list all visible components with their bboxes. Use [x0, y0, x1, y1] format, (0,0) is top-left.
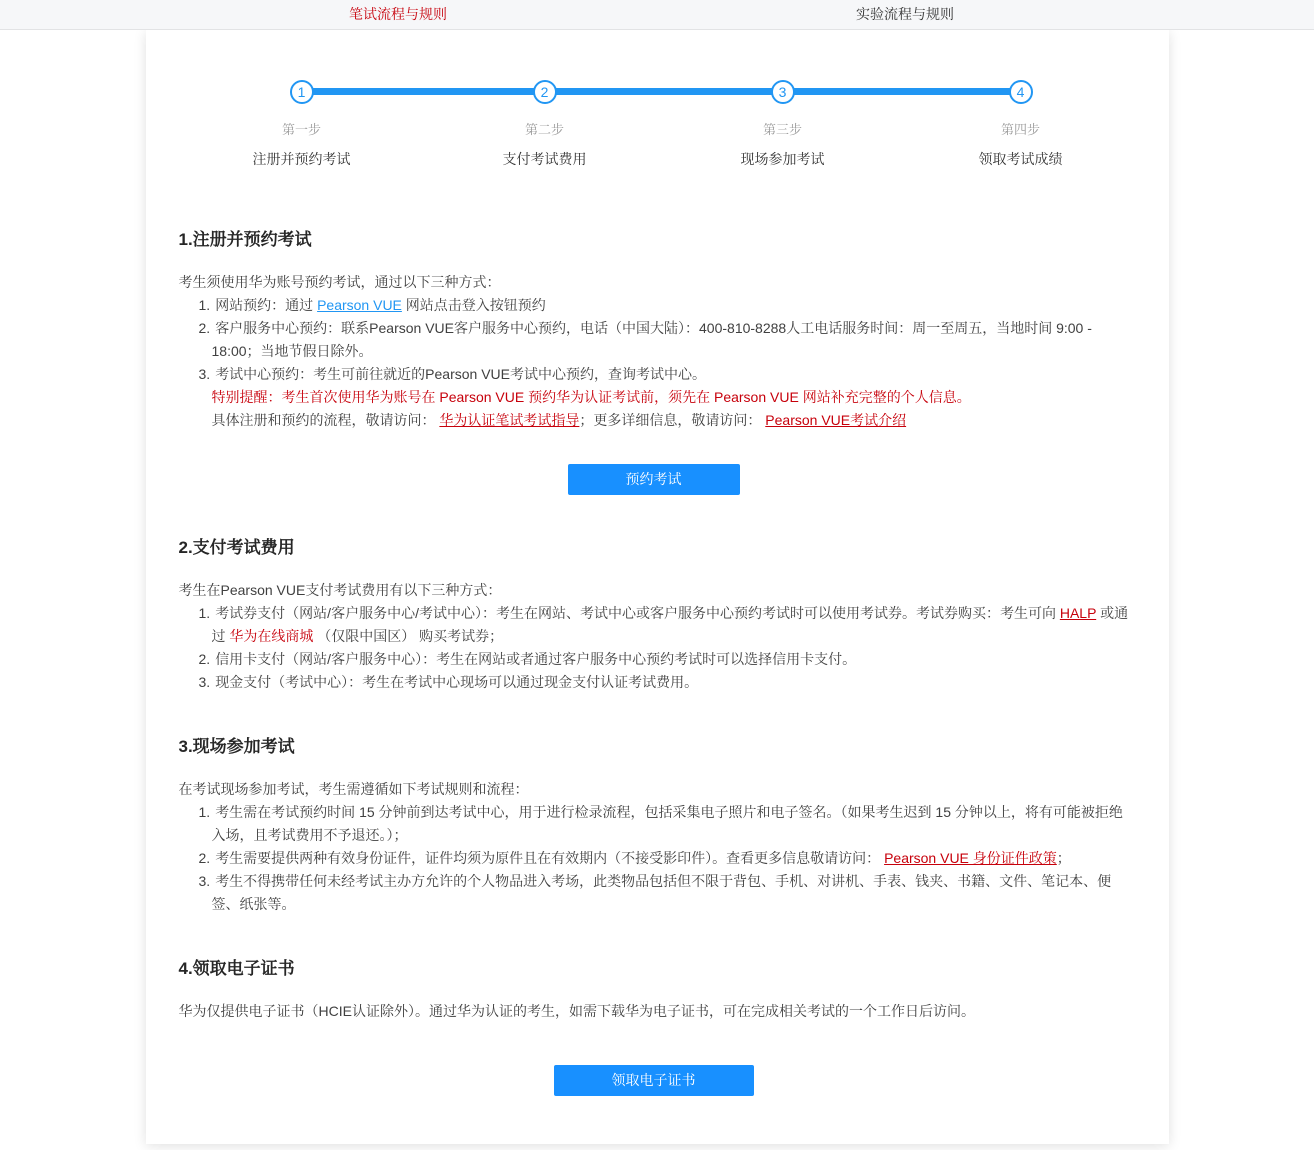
tab-lab-exam-rules[interactable]: 实验流程与规则	[856, 6, 954, 22]
list-item-number: 1.	[198, 605, 211, 621]
section-payment-heading: 2.支付考试费用	[178, 538, 295, 557]
written-exam-guide-link[interactable]: 华为认证笔试考试指导	[439, 412, 580, 428]
top-tab-bar	[0, 0, 1314, 30]
section-certificate	[146, 954, 1169, 1096]
list-item-number: 3.	[198, 366, 211, 382]
tab-written-exam-rules[interactable]: 笔试流程与规则	[349, 6, 447, 22]
section-register	[146, 225, 1169, 495]
pearson-vue-intro-link[interactable]: Pearson VUE考试介绍	[765, 412, 907, 428]
stepper-track	[302, 88, 1021, 95]
step-4-circle: 4	[1009, 80, 1033, 104]
list-item-text: （仅限中国区） 购买考试券；	[313, 628, 504, 644]
step-3-name: 现场参加考试	[740, 151, 825, 167]
list-item-number: 1.	[198, 297, 211, 313]
step-3-circle: 3	[771, 80, 795, 104]
get-certificate-button[interactable]: 领取电子证书	[554, 1065, 754, 1096]
register-guide-line	[212, 409, 1129, 432]
section-onsite-heading: 3.现场参加考试	[178, 737, 295, 756]
guide-text: ；更多详细信息，敬请访问：	[579, 412, 766, 428]
step-2-pay	[465, 80, 625, 169]
list-item-number: 1.	[198, 804, 211, 820]
section-register-heading: 1.注册并预约考试	[178, 230, 312, 249]
step-3-attend	[703, 80, 863, 169]
book-exam-button-row	[179, 432, 1129, 495]
list-item	[199, 801, 1129, 847]
list-item	[199, 363, 1129, 386]
list-item-text: 网站点击登入按钮预约	[401, 297, 546, 313]
list-item-number: 3.	[198, 873, 211, 889]
content-card	[146, 30, 1169, 1144]
list-item	[199, 870, 1129, 916]
id-policy-link[interactable]: Pearson VUE 身份证件政策	[884, 850, 1057, 866]
list-item-text: 现金支付（考试中心）：考生在考试中心现场可以通过现金支付认证考试费用。	[215, 674, 699, 690]
halp-link[interactable]: HALP	[1059, 605, 1097, 621]
step-2-name: 支付考试费用	[502, 151, 587, 167]
book-exam-button[interactable]: 预约考试	[568, 464, 740, 495]
list-item-text: 考试券支付（网站/客户服务中心/考试中心）：考生在网站、考试中心或客户服务中心预约考试时可以使用考试券。考试券购买：考生可向	[215, 605, 1060, 621]
list-item-text: 网站预约：通过	[215, 297, 318, 313]
list-item	[199, 671, 1129, 694]
huawei-online-store-link[interactable]: 华为在线商城	[229, 628, 314, 644]
step-1-circle: 1	[290, 80, 314, 104]
list-item-number: 3.	[198, 674, 211, 690]
list-item-text: 考试中心预约：考生可前往就近的Pearson VUE考试中心预约，查询考试中心。	[215, 366, 707, 382]
special-reminder-text: 特别提醒：考生首次使用华为账号在 Pearson VUE 预约华为认证考试前，须先在 Pearson VUE 网站补充完整的个人信息。	[211, 389, 971, 405]
exam-process-stepper	[146, 30, 1169, 187]
section-register-intro: 考生须使用华为账号预约考试，通过以下三种方式：	[178, 274, 501, 290]
list-item	[199, 317, 1129, 363]
list-item-text: ；	[1056, 850, 1071, 866]
list-item	[199, 294, 1129, 317]
list-item-text: 客户服务中心预约：联系Pearson VUE客户服务中心预约，电话（中国大陆）：400-810-8288人工电话服务时间：周一至周五，当地时间 9:00 - 18:00；当地节假日除外。	[211, 320, 1092, 359]
pearson-vue-link[interactable]: Pearson VUE	[317, 297, 402, 313]
list-item-text: 或通过	[211, 605, 1129, 644]
list-item-text: 信用卡支付（网站/客户服务中心）：考生在网站或者通过客户服务中心预约考试时可以选择信用卡支付。	[215, 651, 857, 667]
list-item-number: 2.	[198, 651, 211, 667]
section-onsite	[146, 732, 1169, 916]
section-payment-list	[199, 602, 1129, 694]
section-certificate-heading: 4.领取电子证书	[178, 959, 295, 978]
list-item	[199, 648, 1129, 671]
list-item-text: 考生不得携带任何未经考试主办方允许的个人物品进入考场，此类物品包括但不限于背包、手机、对讲机、手表、钱夹、书籍、文件、笔记本、便签、纸张等。	[211, 873, 1112, 912]
step-4-label: 第四步	[1000, 122, 1040, 137]
step-1-name: 注册并预约考试	[252, 151, 351, 167]
step-2-label: 第二步	[524, 122, 564, 137]
section-onsite-intro: 在考试现场参加考试，考生需遵循如下考试规则和流程：	[178, 781, 529, 797]
list-item-text: 考生需在考试预约时间 15 分钟前到达考试中心，用于进行检录流程，包括采集电子照片和电子签名。（如果考生迟到 15 分钟以上，将有可能被拒绝入场，且考试费用不予退还。）；	[211, 804, 1123, 843]
list-item-number: 2.	[198, 320, 211, 336]
step-2-circle: 2	[533, 80, 557, 104]
list-item	[199, 847, 1129, 870]
section-payment	[146, 533, 1169, 694]
step-4-name: 领取考试成绩	[978, 151, 1063, 167]
step-3-label: 第三步	[762, 122, 802, 137]
section-certificate-intro: 华为仅提供电子证书（HCIE认证除外）。通过华为认证的考生，如需下载华为电子证书，可在完成相关考试的一个工作日后访问。	[178, 1003, 975, 1019]
section-payment-intro: 考生在Pearson VUE支付考试费用有以下三种方式：	[178, 582, 502, 598]
list-item	[199, 602, 1129, 648]
section-onsite-list	[199, 801, 1129, 916]
step-4-results	[941, 80, 1101, 169]
step-1-register	[222, 80, 382, 169]
section-register-list	[199, 294, 1129, 386]
list-item-text: 考生需要提供两种有效身份证件，证件均须为原件且在有效期内（不接受影印件）。查看更多信息敬请访问：	[215, 850, 885, 866]
get-certificate-button-row	[179, 1023, 1129, 1096]
step-1-label: 第一步	[281, 122, 321, 137]
guide-text: 具体注册和预约的流程，敬请访问：	[211, 412, 440, 428]
list-item-number: 2.	[198, 850, 211, 866]
